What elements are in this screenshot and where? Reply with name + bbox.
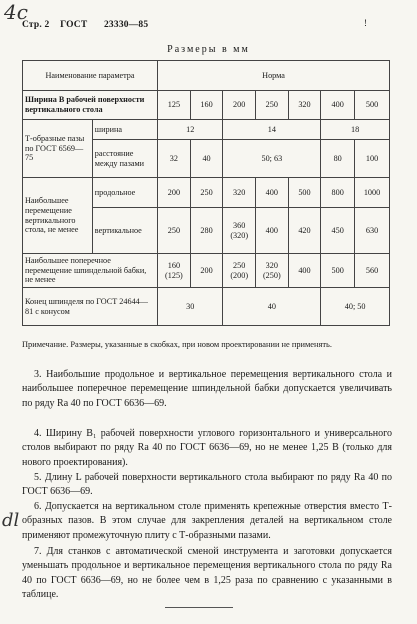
table-note: Примечание. Размеры, указанные в скобках, при новом проектировании не применять. xyxy=(22,340,332,349)
row4-label: Наибольшее поперечное перемещение шпиндельной бабки, не менее xyxy=(23,254,158,288)
table-header-row xyxy=(23,61,390,91)
cell: 400 xyxy=(288,254,321,288)
cell: 14 xyxy=(223,120,321,140)
cell xyxy=(158,254,191,288)
cell: 250 xyxy=(256,91,289,120)
cell: 40 xyxy=(190,140,223,178)
cell xyxy=(223,208,256,254)
cell: 40; 50 xyxy=(321,288,390,326)
col-param-header: Наименование параметра xyxy=(23,61,158,91)
table-row xyxy=(23,288,390,326)
table-row xyxy=(23,178,390,208)
cell: 420 xyxy=(288,208,321,254)
stray-mark: ! xyxy=(364,18,367,28)
cell: 250 xyxy=(190,178,223,208)
cell: 800 xyxy=(321,178,355,208)
cell: 32 xyxy=(158,140,191,178)
cell: 18 xyxy=(321,120,390,140)
cell: 30 xyxy=(158,288,223,326)
cell: 200 xyxy=(223,91,256,120)
paragraph-7: 7. Для станков с автоматической сменой инструмента и заготовки допускается уменьшать продольное и вертикальное перемещения вертикального стола по ряду Ra 40 по ГОСТ 6636—69, но не более чем в 1,25 раза по сравнению с указанными в таблице. xyxy=(22,546,392,601)
paragraph-5: 5. Длину L рабочей поверхности вертикального стола выбирают по ряду Ra 40 по ГОСТ 6636—69. xyxy=(22,472,392,498)
table-row xyxy=(23,254,390,288)
table-row xyxy=(23,120,390,140)
cell: 12 xyxy=(158,120,223,140)
cell: 125 xyxy=(158,91,191,120)
cell: 40 xyxy=(223,288,321,326)
parameters-table xyxy=(22,60,390,326)
cell: 400 xyxy=(321,91,355,120)
cell: 630 xyxy=(355,208,390,254)
cell: 560 xyxy=(355,254,390,288)
cell: 500 xyxy=(321,254,355,288)
cell: 100 xyxy=(355,140,390,178)
handwritten-page-mark: 4c xyxy=(4,0,28,24)
table-caption: Размеры в мм xyxy=(167,44,250,55)
col-norm-header: Норма xyxy=(158,61,390,91)
cell-value-bracketed: (250) xyxy=(262,270,281,280)
row2-label: Т-образные пазы по ГОСТ 6569—75 xyxy=(23,120,93,178)
cell xyxy=(223,254,256,288)
row3-sub-longitudinal: продольное xyxy=(92,178,157,208)
row2-sub-distance: расстояние между пазами xyxy=(92,140,157,178)
paragraph-4: 4. Ширину B₁ рабочей поверхности углового горизонтального и универсального столов выбирают по ряду Ra 40 по ГОСТ 6636—69, но не менее 1,25 B (только для нового проектирования). xyxy=(22,428,392,468)
cell: 500 xyxy=(355,91,390,120)
paragraph-6: 6. Допускается на вертикальном столе применять крепежные отверстия вместо Т-образных пазов. В этом случае для закрепления деталей на вертикальном столе применяют промежуточную плиту с Т-образными пазами. xyxy=(22,501,392,541)
cell: 320 xyxy=(223,178,256,208)
cell: 50; 63 xyxy=(223,140,321,178)
cell-value: 360 xyxy=(233,220,246,230)
gost-label: ГОСТ xyxy=(60,20,88,30)
cell: 200 xyxy=(158,178,191,208)
cell-value: 320 xyxy=(265,260,278,270)
cell: 320 xyxy=(288,91,321,120)
cell xyxy=(256,254,289,288)
row3-label: Наибольшее перемещение вертикального стола, не менее xyxy=(23,178,93,254)
cell: 280 xyxy=(190,208,223,254)
cell: 450 xyxy=(321,208,355,254)
handwritten-margin-mark: dl xyxy=(2,510,20,531)
paragraph-3: 3. Наибольшие продольное и вертикальное перемещения вертикального стола и наибольшее поперечное перемещение шпиндельной бабки допускается увеличивать по ряду Ra 40 по ГОСТ 6636—69. xyxy=(22,369,392,409)
cell-value-bracketed: (200) xyxy=(230,270,249,280)
cell: 1000 xyxy=(355,178,390,208)
row3-sub-vertical: вертикальное xyxy=(92,208,157,254)
cell-value-bracketed: (125) xyxy=(165,270,183,280)
cell-value-bracketed: (320) xyxy=(230,230,249,240)
row2-sub-width: ширина xyxy=(92,120,157,140)
cell: 80 xyxy=(321,140,355,178)
page-header xyxy=(22,20,156,30)
cell: 400 xyxy=(256,208,289,254)
gost-number: 23330—85 xyxy=(103,20,149,30)
cell: 400 xyxy=(256,178,289,208)
cell: 500 xyxy=(288,178,321,208)
cell: 160 xyxy=(190,91,223,120)
cell: 200 xyxy=(190,254,223,288)
cell-value: 250 xyxy=(233,260,246,270)
table-row xyxy=(23,91,390,120)
row1-label: Ширина B рабочей поверхности вертикального стола xyxy=(23,91,158,120)
footnote-divider xyxy=(165,607,233,608)
cell: 250 xyxy=(158,208,191,254)
row5-label: Конец шпинделя по ГОСТ 24644—81 с конусом xyxy=(23,288,158,326)
page-number: Стр. 2 xyxy=(22,20,50,30)
cell-value: 160 xyxy=(167,260,181,270)
